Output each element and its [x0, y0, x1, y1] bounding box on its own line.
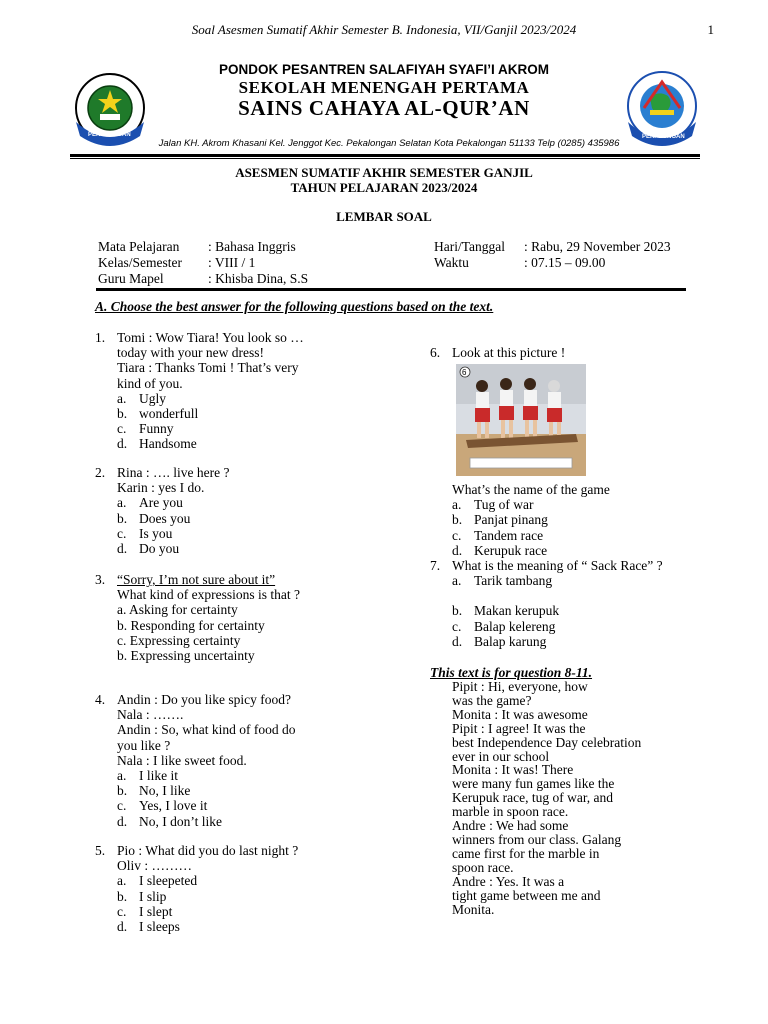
option-text: I slept: [139, 903, 173, 919]
option-text: Kerupuk race: [474, 542, 548, 558]
question-line: Oliv : ………: [117, 858, 193, 874]
option-letter: b.: [117, 783, 128, 799]
answer-option[interactable]: [452, 512, 722, 527]
dialogue-line: ever in our school: [452, 748, 550, 764]
dialogue-line: spoon race.: [452, 859, 514, 875]
option-letter: d.: [117, 541, 128, 557]
info-row: [98, 255, 308, 271]
option-letter: d.: [452, 542, 463, 558]
option-letter: c.: [117, 798, 127, 814]
question-number: 1.: [95, 330, 106, 345]
exam-title: ASESMEN SUMATIF AKHIR SEMESTER GANJIL: [235, 165, 533, 180]
question-number: 6.: [430, 345, 441, 360]
reading-heading: This text is for question 8-11.: [430, 665, 593, 680]
dialogue-line: were many fun games like the: [452, 776, 615, 792]
answer-option[interactable]: a. Asking for certainty: [117, 602, 238, 618]
option-text: Does you: [139, 510, 191, 526]
dialogue-line: marble in spoon race.: [452, 804, 569, 820]
dialogue-line: came first for the marble in: [452, 845, 600, 861]
header-rule-thin: [70, 158, 700, 159]
option-letter: a.: [117, 768, 127, 784]
question-line: Tiara : Thanks Tomi ! That’s very: [117, 360, 299, 376]
option-letter: d.: [117, 436, 128, 452]
info-label: Mata Pelajaran: [98, 239, 180, 254]
exam-year: TAHUN PELAJARAN 2023/2024: [290, 180, 478, 195]
info-value: : 07.15 – 09.00: [524, 255, 606, 270]
option-letter: b.: [452, 603, 463, 619]
option-text: Makan kerupuk: [474, 603, 560, 619]
answer-option[interactable]: [117, 421, 304, 436]
option-text: Funny: [139, 421, 174, 437]
school-address: Jalan KH. Akrom Khasani Kel. Jenggot Kec. Pekalongan Selatan Kota Pekalongan 51133 Telp (0285) 435986: [158, 138, 620, 149]
option-text: Are you: [139, 495, 183, 511]
option-letter: a.: [117, 495, 127, 511]
right-logo-text-bottom: PEKALONGAN: [642, 134, 685, 140]
answer-option[interactable]: [117, 495, 229, 510]
dialogue-line: winners from our class. Galang: [452, 831, 622, 847]
answer-option[interactable]: [117, 904, 298, 919]
option-letter: b.: [452, 512, 463, 528]
question-line: Andin : Do you like spicy food?: [117, 692, 291, 707]
dialogue-line: Monita : It was! There: [452, 762, 574, 778]
option-letter: a.: [452, 497, 462, 513]
option-letter: a.: [117, 390, 127, 406]
question-body: [117, 572, 300, 663]
question-line: you like ?: [117, 737, 171, 753]
dialogue-line: Monita : It was awesome: [452, 706, 588, 722]
question-body: [452, 345, 565, 360]
answer-option[interactable]: [452, 634, 663, 649]
answer-option[interactable]: [452, 543, 722, 558]
answer-option[interactable]: [452, 619, 663, 634]
option-text: Panjat pinang: [474, 512, 548, 528]
reading-text-8-11: [430, 665, 720, 916]
answer-option[interactable]: [452, 603, 663, 618]
dialogue-line: best Independence Day celebration: [452, 734, 642, 750]
dialogue-line: Kerupuk race, tug of war, and: [452, 790, 614, 806]
option-text: Balap kelereng: [474, 618, 556, 634]
section-a-instruction: A. Choose the best answer for the following questions based on the text.: [95, 299, 494, 314]
question-body: [117, 465, 229, 556]
dialogue-line: tight game between me and: [452, 887, 601, 903]
answer-option[interactable]: [117, 919, 298, 934]
question-6-continued: [452, 482, 722, 558]
option-text: wonderfull: [139, 406, 199, 422]
option-letter: c.: [117, 525, 127, 541]
dialogue-line: was the game?: [452, 692, 532, 708]
question-line: Rina : …. live here ?: [117, 465, 230, 480]
answer-option[interactable]: [117, 526, 229, 541]
dialogue-line: Pipit : I agree! It was the: [452, 720, 586, 736]
question-line: What’s the name of the game: [452, 482, 610, 497]
question-line: What is the meaning of “ Sack Race” ?: [452, 558, 663, 573]
option-letter: c.: [452, 618, 462, 634]
option-letter: b.: [117, 888, 128, 904]
question-body: [452, 558, 663, 649]
dialogue-line: Andre : Yes. It was a: [452, 873, 565, 889]
answer-option[interactable]: [117, 889, 298, 904]
info-row: [98, 239, 308, 255]
info-label: Hari/Tanggal: [434, 239, 506, 254]
option-letter: d.: [117, 919, 128, 935]
info-label: Waktu: [434, 255, 469, 270]
question-number: 7.: [430, 558, 441, 573]
option-text: I sleepeted: [139, 873, 198, 889]
answer-option[interactable]: [117, 511, 229, 526]
left-column: [95, 330, 385, 970]
question-line: Nala : …….: [117, 707, 184, 723]
school-line-3: SAINS CAHAYA AL-QUR’AN: [238, 96, 530, 120]
option-text: No, I like: [139, 783, 191, 799]
info-value: : VIII / 1: [208, 255, 256, 270]
answer-option[interactable]: [117, 873, 298, 888]
sheet-title: LEMBAR SOAL: [336, 209, 432, 224]
option-letter: a.: [452, 573, 462, 589]
option-text: Is you: [139, 525, 173, 541]
question-number: 3.: [95, 572, 106, 587]
dialogue-line: Pipit : Hi, everyone, how: [452, 679, 588, 694]
game-picture: [456, 364, 586, 476]
answer-option[interactable]: [452, 573, 663, 588]
picture-number: 6: [462, 368, 467, 377]
answer-option[interactable]: [117, 768, 296, 783]
answer-option[interactable]: b. Expressing uncertainty: [117, 648, 255, 664]
option-text: Ugly: [139, 390, 166, 406]
answer-option[interactable]: c. Expressing certainty: [117, 632, 241, 648]
dialogue: [430, 680, 720, 916]
info-right: [434, 239, 671, 271]
page-number: 1: [707, 22, 714, 37]
dialogue-line: Monita.: [452, 901, 495, 917]
answer-option[interactable]: [117, 798, 296, 813]
info-value: : Rabu, 29 November 2023: [524, 239, 671, 254]
option-letter: d.: [117, 813, 128, 829]
info-row: [98, 271, 308, 287]
option-text: No, I don’t like: [139, 813, 222, 829]
question-line: Andin : So, what kind of food do: [117, 722, 296, 738]
answer-option[interactable]: [117, 406, 304, 421]
question-line: Look at this picture !: [452, 345, 566, 360]
question-number: 2.: [95, 465, 106, 480]
question-number: 5.: [95, 843, 106, 858]
school-line-1: PONDOK PESANTREN SALAFIYAH SYAFI’I AKROM: [218, 62, 550, 77]
question-line: Pio : What did you do last night ?: [117, 843, 299, 858]
question-number: 4.: [95, 692, 106, 707]
info-label: Guru Mapel: [98, 271, 164, 286]
answer-option[interactable]: [452, 497, 722, 512]
option-text: Yes, I love it: [139, 798, 208, 814]
info-rule: [96, 288, 686, 291]
info-left: [98, 239, 308, 287]
option-letter: c.: [117, 421, 127, 437]
option-text: I sleeps: [139, 919, 180, 935]
answer-option[interactable]: b. Responding for certainty: [117, 617, 265, 633]
option-text: Do you: [139, 541, 180, 557]
info-row: [434, 239, 671, 255]
question-body: [117, 330, 304, 452]
answer-option[interactable]: [117, 783, 296, 798]
option-text: Tug of war: [474, 497, 534, 513]
info-value: : Khisba Dina, S.S: [208, 271, 309, 286]
option-letter: d.: [452, 633, 463, 649]
option-letter: c.: [117, 903, 127, 919]
option-text: Handsome: [139, 436, 197, 452]
answer-option[interactable]: [117, 436, 304, 451]
school-line-2: SEKOLAH MENENGAH PERTAMA: [238, 78, 530, 97]
question-line: Karin : yes I do.: [117, 480, 205, 496]
info-row: [434, 255, 671, 271]
left-logo-text-bottom: PEKALONGAN: [88, 132, 131, 138]
question-line: kind of you.: [117, 375, 183, 391]
answer-option[interactable]: [117, 541, 229, 556]
answer-option[interactable]: [117, 814, 296, 829]
question-line: Nala : I like sweet food.: [117, 752, 247, 768]
dialogue-line: Andre : We had some: [452, 818, 569, 834]
running-title: Soal Asesmen Sumatif Akhir Semester B. Indonesia, VII/Ganjil 2023/2024: [191, 22, 577, 37]
question-line: Tomi : Wow Tiara! You look so …: [117, 330, 304, 345]
question-quote: “Sorry, I’m not sure about it”: [117, 572, 276, 587]
answer-option[interactable]: [117, 391, 304, 406]
question-line: today with your new dress!: [117, 345, 264, 361]
question-line: What kind of expressions is that ?: [117, 587, 300, 603]
header-rule: [70, 154, 700, 157]
option-text: I slip: [139, 888, 167, 904]
question-body: [117, 843, 298, 934]
option-text: I like it: [139, 768, 178, 784]
option-letter: a.: [117, 873, 127, 889]
option-text: Tandem race: [474, 527, 544, 543]
info-label: Kelas/Semester: [98, 255, 182, 270]
option-text: Balap karung: [474, 633, 547, 649]
option-text: Tarik tambang: [474, 573, 553, 589]
right-column: [430, 345, 720, 925]
question-body: [117, 692, 296, 829]
option-letter: b.: [117, 406, 128, 422]
info-value: : Bahasa Inggris: [208, 239, 296, 254]
option-letter: c.: [452, 527, 462, 543]
option-letter: b.: [117, 510, 128, 526]
answer-option[interactable]: [452, 528, 722, 543]
